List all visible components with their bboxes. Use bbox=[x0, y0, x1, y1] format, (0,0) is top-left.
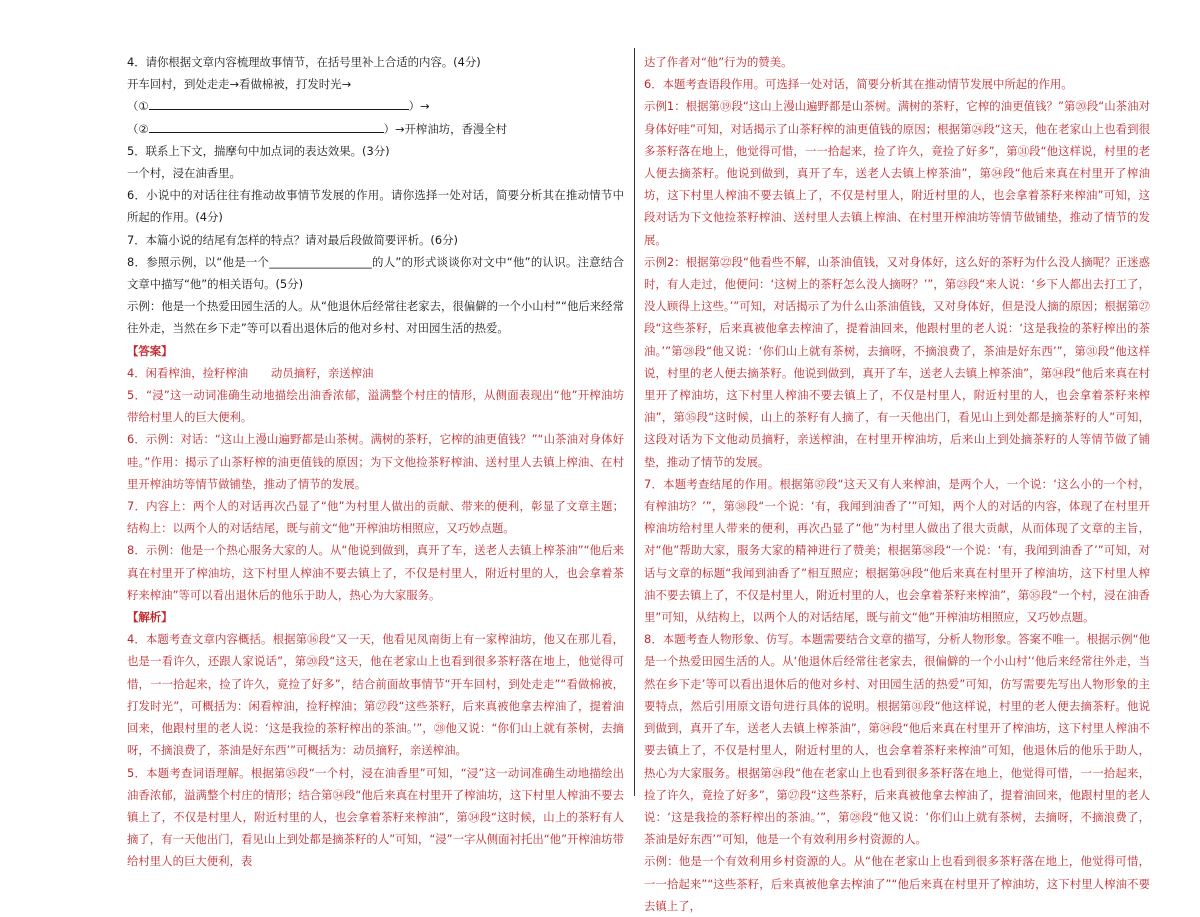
left-column bbox=[127, 51, 624, 873]
text-paragraph: 5．本题考查词语理解。根据第㉟段“一个村，浸在油香里”可知，“浸”这一动词准确生动地描绘出油香浓郁，溢满整个村庄的情形；结合第㉞段“他后来真在村里开了榨油坊，这下村里人榨油不要去镇上了，不仅是村里人，附近村里的人，也会拿着茶籽来榨油”，第㉞段“这时候，山上的茶籽有人摘了，有一天他出门，看见山上到处都是摘茶籽的人”可知，“浸”一字从侧面衬托出“他”开榨油坊带给村里人的巨大便利，表 bbox=[127, 765, 624, 869]
section-heading: 【解析】 bbox=[127, 610, 173, 625]
text-paragraph: 示例：他是一个热爱田园生活的人。从“他退休后经常往老家去，很偏僻的一个小山村”“他后来经常往外走，当然在乡下走”等可以看出退休后的他对乡村、对田园生活的热爱。 bbox=[127, 299, 624, 336]
text-paragraph: 8．本题考查人物形象、仿写。本题需要结合文章的描写，分析人物形象。答案不唯一。根据示例“他是一个热爱田园生活的人。从‘他退休后经常往老家去，很偏僻的一个小山村’‘他后来经常往外走，当然在乡下走’等可以看出退休后的他对乡村、对田园生活的热爱”可知，仿写需要先写出人物形象的主要特点，然后引用原文语句进行具体的说明。根据第㉛段“他这样说，村里的老人便去摘茶籽。他说到做到，真开了车，送老人去镇上榨茶油”，第㉞段“他后来真在村里开了榨油坊，这下村里人榨油不要去镇上了，不仅是村里人，附近村里的人，也会拿着茶籽来榨油”可知，他退休后的他乐于助人，热心为大家服务。根据第㉔段“他在老家山上也看到很多茶籽落在地上，他觉得可惜，一一拾起来，捡了许久，竟捡了好多”，第㉗段“这些茶籽，后来真被他拿去榨油了，提着油回来，他跟村里的老人说：‘这是我捡的茶籽榨出的茶油。’”，第㉘段“他又说：‘你们山上就有茶树，去摘呀，不摘浪费了，茶油是好东西’”可知，他是一个有效利用乡村资源的人。 bbox=[644, 632, 1150, 847]
text-paragraph: 7．本篇小说的结尾有怎样的特点？请对最后段做简要评析。(6分) bbox=[127, 232, 458, 247]
text-paragraph: 达了作者对“他”行为的赞美。 bbox=[644, 55, 793, 69]
column-divider bbox=[634, 48, 635, 796]
text-paragraph: 8．示例：他是一个热心服务大家的人。从“他说到做到，真开了车，送老人去镇上榨茶油”“他后来真在村里开了榨油坊，这下村里人榨油不要去镇上了，不仅是村里人，附近村里的人，也会拿着茶籽来榨油”等可以看出退休后的他乐于助人，热心为大家服务。 bbox=[127, 543, 624, 602]
text-paragraph: 6．本题考查语段作用。可选择一处对话，简要分析其在推动情节发展中所起的作用。 bbox=[644, 77, 1073, 92]
blank-suffix: ）→ bbox=[408, 99, 430, 114]
text-paragraph: 6．小说中的对话往往有推动故事情节发展的作用。请你选择一处对话，简要分析其在推动情节中所起的作用。(4分) bbox=[127, 188, 624, 225]
blank-suffix: ）→开榨油坊，香漫全村 bbox=[383, 121, 508, 136]
text-paragraph: 一个村，浸在油香里。 bbox=[127, 166, 241, 181]
text-paragraph: 8．参照示例，以“他是一个__________________的人”的形式谈谈你对文中“他”的认识。注意结合文章中描写“他”的相关语句。(5分) bbox=[127, 254, 624, 292]
fill-in-blank bbox=[149, 108, 409, 110]
fill-in-blank bbox=[149, 131, 384, 133]
text-paragraph: 示例：他是一个有效利用乡村资源的人。从“他在老家山上也看到很多茶籽落在地上，他觉得可惜，一一拾起来”“这些茶籽，后来真被他拿去榨油了”“他后来真在村里开了榨油坊，这下村里人榨油不要去镇上了， bbox=[644, 854, 1150, 913]
text-paragraph: 4．闲看榨油，捡籽榨油 动员摘籽，亲送榨油 bbox=[127, 365, 374, 380]
text-paragraph: 开车回村，到处走走→看做棉被，打发时光→ bbox=[127, 77, 352, 92]
text-paragraph: 4．本题考查文章内容概括。根据第⑯段“又一天，他看见凤南街上有一家榨油坊，他又在那儿看，也是一看许久，还跟人家说话”，第⑳段“这天，他在老家山上也看到很多茶籽落在地上，他觉得可惜，一一拾起来，捡了许久，竟捡了好多”，结合前面故事情节“开车回村，到处走走”“看做棉被，打发时光”，可概括为：闲看榨油，捡籽榨油；第㉗段“这些茶籽，后来真被他拿去榨油了，提着油回来，他跟村里的老人说：‘这是我捡的茶籽榨出的茶油。’”，㉘他又说：“你们山上就有茶树，去摘呀，不摘浪费了，茶油是好东西’”可概括为：动员摘籽，亲送榨油。 bbox=[127, 632, 624, 758]
text-paragraph: 7．内容上：两个人的对话再次凸显了“他”为村里人做出的贡献、带来的便利，彰显了文章主题；结构上：以两个人的对话结尾，既与前文“他”开榨油坊相照应，又巧妙点题。 bbox=[127, 499, 624, 536]
text-paragraph: 示例1：根据第⑲段“这山上漫山遍野都是山茶树。满树的茶籽，它榨的油更值钱？”第⑳段“山茶油对身体好哇”可知，对话揭示了山茶籽榨的油更值钱的原因；根据第㉔段“这天，他在老家山上也看到很多茶籽落在地上，他觉得可惜，一一拾起来，捡了许久，竟捡了好多”，第㉛段“他这样说，村里的老人便去摘茶籽。他说到做到，真开了车，送老人去镇上榨茶油”，第㉞段“他后来真在村里开了榨油坊，这下村里人榨油不要去镇上了，不仅是村里人，附近村里的人，也会拿着茶籽来榨油”可知，这段对话为下文他捡茶籽榨油、送村里人去镇上榨油、在村里开榨油坊等情节做铺垫，推动了情节的发展。 bbox=[644, 99, 1150, 247]
answer-blank-line bbox=[127, 95, 624, 117]
right-column bbox=[644, 51, 1150, 917]
blank-prefix: （② bbox=[127, 121, 149, 136]
text-paragraph: 5．“浸”这一动词准确生动地描绘出油香浓郁，溢满整个村庄的情形，从侧面表现出“他”开榨油坊带给村里人的巨大便利。 bbox=[127, 388, 624, 425]
text-paragraph: 6．示例：对话：“这山上漫山遍野都是山茶树。满树的茶籽，它榨的油更值钱？”“山茶油对身体好哇。”作用：揭示了山茶籽榨的油更值钱的原因；为下文他捡茶籽榨油、送村里人去镇上榨油、在村里开榨油坊等情节做铺垫，推动了情节的发展。 bbox=[127, 432, 624, 491]
text-paragraph: 7．本题考查结尾的作用。根据第㊲段“这天又有人来榨油，是两个人，一个说：‘这么小的一个村，有榨油坊？’”，第㊳段“一个说：‘有，我闻到油香了’”可知，两个人的对话的内容，体现了在村里开榨油坊给村里人带来的便利，再次凸显了“他”为村里人做出了很大贡献，从而体现了文章的主旨，对“他”帮助大家，服务大家的精神进行了赞美；根据第㊳段“一个说：‘有，我闻到油香了’”可知，对话与文章的标题“我闻到油香了”相互照应；根据第㉞段“他后来真在村里开了榨油坊，这下村里人榨油不要去镇上了，不仅是村里人，附近村里的人，也会拿着茶籽来榨油”，第㉟段“一个村，浸在油香里”可知，从结构上，以两个人的对话结尾，既与前文“他”开榨油坊相照应，又巧妙点题。 bbox=[644, 476, 1150, 625]
section-heading: 【答案】 bbox=[127, 343, 173, 358]
text-paragraph: 5．联系上下文，揣摩句中加点词的表达效果。(3分) bbox=[127, 143, 390, 158]
text-paragraph: 示例2：根据第㉒段“他看些不解，山茶油值钱，又对身体好，这么好的茶籽为什么没人摘呢？正迷惑时，有人走过，他便问：‘这树上的茶籽怎么没人摘呀？’”，第㉓段“来人说：‘乡下人都出去打工了，没人顾得上这些。’”可知，对话揭示了为什么山茶油值钱，又对身体好，但是没人摘的原因；根据第㉗段“这些茶籽，后来真被他拿去榨油了，提着油回来，他跟村里的老人说：‘这是我捡的茶籽榨出的茶油。’”第㉘段“他又说：‘你们山上就有茶树，去摘呀，不摘浪费了，茶油是好东西’”，第㉛段“他这样说，村里的老人便去摘茶籽。他说到做到，真开了车，送老人去镇上榨茶油”，第㉞段“他后来真在村里开了榨油坊，这下村里人榨油不要去镇上了，不仅是村里人，附近村里的人，也会拿着茶籽来榨油”，第㉟段“这时候，山上的茶籽有人摘了，有一天他出门，看见山上到处都是摘茶籽的人”可知，这段对话为下文他动员摘籽，亲送榨油，在村里开榨油坊，后来山上到处摘茶籽的人等情节做了铺垫，推动了情节的发展。 bbox=[644, 254, 1150, 469]
answer-blank-line bbox=[127, 118, 624, 140]
text-paragraph: 4．请你根据文章内容梳理故事情节，在括号里补上合适的内容。(4分) bbox=[127, 55, 481, 69]
blank-prefix: （① bbox=[127, 99, 149, 114]
